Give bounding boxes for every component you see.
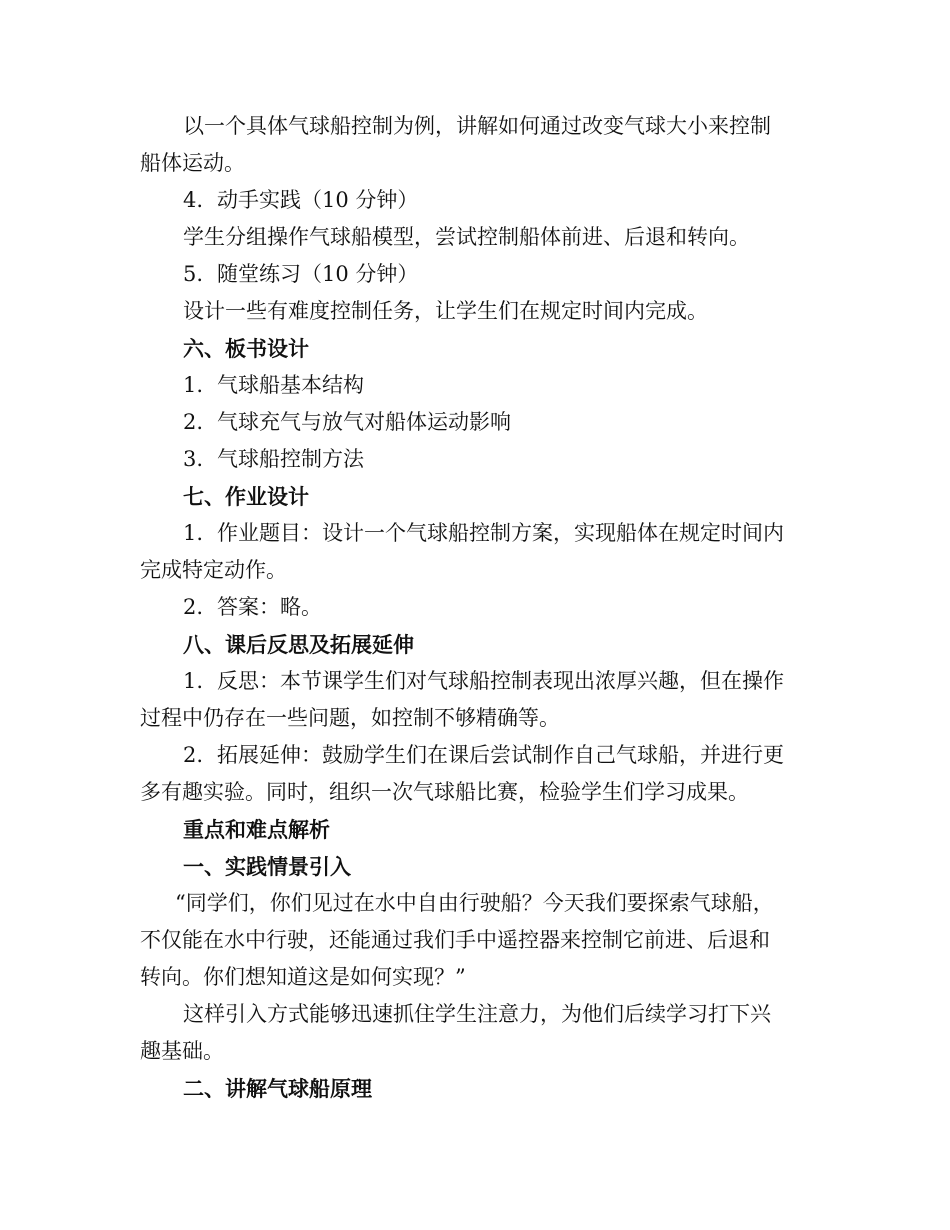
list-item-text: 气球船控制方法 (217, 447, 364, 471)
paragraph-line: 多有趣实验。同时，组织一次气球船比赛，检验学生们学习成果。 (140, 780, 749, 804)
list-number: 4. (183, 188, 204, 212)
list-number: 2. (183, 410, 204, 434)
quote-line: 不仅能在水中行驶，还能通过我们手中遥控器来控制它前进、后退和 (140, 928, 770, 952)
list-item-text: 动手实践（10 分钟） (217, 188, 419, 212)
list-item (140, 515, 810, 552)
paragraph-line: 过程中仍存在一些问题，如控制不够精确等。 (140, 706, 560, 730)
section-heading: 二、讲解气球船原理 (183, 1076, 372, 1101)
list-number: 1. (183, 521, 204, 545)
quote-line: 转向。你们想知道这是如何实现？” (140, 965, 466, 989)
list-item (140, 737, 810, 774)
list-number: 1. (183, 669, 204, 693)
list-number: 5. (183, 262, 204, 286)
list-item-text: 随堂练习（10 分钟） (217, 262, 419, 286)
list-item (140, 367, 810, 404)
list-item-text: 拓展延伸：鼓励学生们在课后尝试制作自己气球船，并进行更 (217, 743, 784, 767)
list-item (140, 182, 810, 219)
paragraph-line: 这样引入方式能够迅速抓住学生注意力，为他们后续学习打下兴 (183, 1002, 771, 1026)
section-heading: 一、实践情景引入 (183, 854, 351, 879)
list-item (140, 256, 810, 293)
list-item (140, 589, 810, 626)
list-number: 1. (183, 373, 204, 397)
quote-line: “同学们，你们见过在水中自由行驶船？今天我们要探索气球船， (175, 891, 774, 915)
section-heading: 七、作业设计 (183, 484, 309, 509)
document-body (140, 108, 810, 1107)
paragraph-line: 完成特定动作。 (140, 558, 287, 582)
section-heading: 八、课后反思及拓展延伸 (183, 632, 414, 657)
paragraph-line: 以一个具体气球船控制为例，讲解如何通过改变气球大小来控制 (183, 114, 771, 138)
list-item-text: 作业题目：设计一个气球船控制方案，实现船体在规定时间内 (217, 521, 784, 545)
list-number: 2. (183, 743, 204, 767)
list-item (140, 663, 810, 700)
list-item (140, 441, 810, 478)
section-heading: 六、板书设计 (183, 336, 309, 361)
paragraph-line: 学生分组操作气球船模型，尝试控制船体前进、后退和转向。 (183, 225, 750, 249)
list-number: 2. (183, 595, 204, 619)
paragraph-line: 船体运动。 (140, 151, 245, 175)
paragraph-line: 趣基础。 (140, 1039, 224, 1063)
list-item (140, 404, 810, 441)
list-item-text: 气球充气与放气对船体运动影响 (217, 410, 511, 434)
section-heading: 重点和难点解析 (183, 817, 330, 842)
list-number: 3. (183, 447, 204, 471)
list-item-text: 气球船基本结构 (217, 373, 364, 397)
list-item-text: 答案：略。 (217, 595, 322, 619)
list-item-text: 反思：本节课学生们对气球船控制表现出浓厚兴趣，但在操作 (217, 669, 784, 693)
paragraph-line: 设计一些有难度控制任务，让学生们在规定时间内完成。 (183, 299, 708, 323)
